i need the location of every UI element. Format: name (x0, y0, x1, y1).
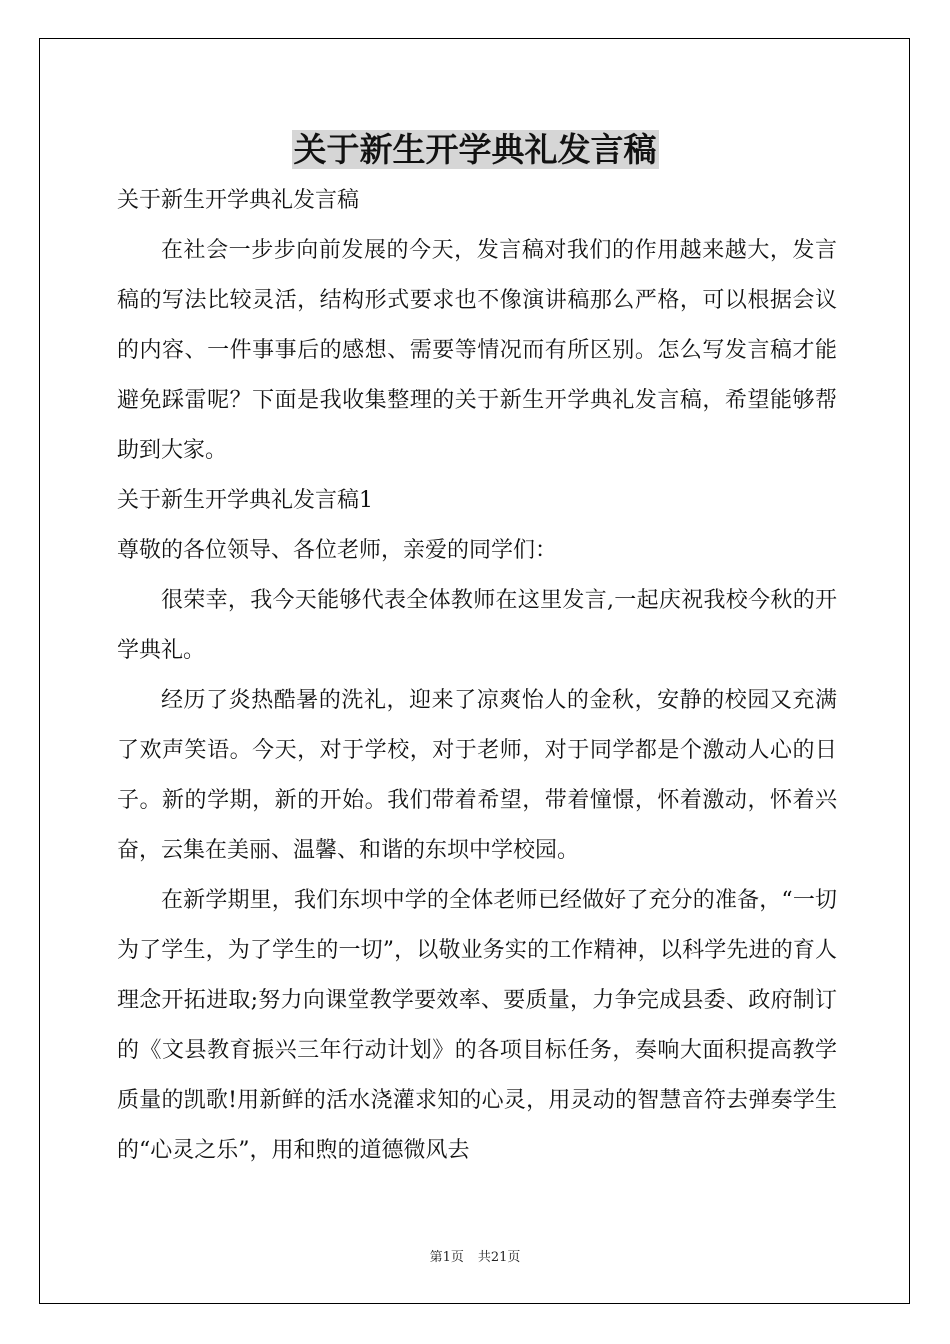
page-number: 第1页 (429, 1250, 464, 1265)
document-title (0, 128, 950, 172)
page-footer (0, 1250, 950, 1266)
body-paragraph: 很荣幸，我今天能够代表全体教师在这里发言,一起庆祝我校今秋的开学典礼。 (117, 588, 837, 663)
section-heading: 关于新生开学典礼发言稿 (117, 188, 360, 213)
page-count: 共21页 (477, 1250, 521, 1265)
speech-heading: 关于新生开学典礼发言稿1 (117, 488, 373, 513)
body-paragraph: 在新学期里，我们东坝中学的全体老师已经做好了充分的准备，“一切为了学生，为了学生的一切”，以敬业务实的工作精神，以科学先进的育人理念开拓进取;努力向课堂教学要效率、要质量，力争完成县委、政府制订的《文县教育振兴三年行动计划》的各项目标任务，奏响大面积提高教学质量的凯歌!用新鲜的活水浇灌求知的心灵，用灵动的智慧音符去弹奏学生的“心灵之乐”，用和煦的道德微风去 (117, 888, 837, 1163)
intro-paragraph: 在社会一步步向前发展的今天，发言稿对我们的作用越来越大，发言稿的写法比较灵活，结构形式要求也不像演讲稿那么严格，可以根据会议的内容、一件事事后的感想、需要等情况而有所区别。怎么写发言稿才能避免踩雷呢？下面是我收集整理的关于新生开学典礼发言稿，希望能够帮助到大家。 (117, 238, 837, 463)
document-title-text: 关于新生开学典礼发言稿 (293, 130, 657, 169)
body-paragraph: 经历了炎热酷暑的洗礼，迎来了凉爽怡人的金秋，安静的校园又充满了欢声笑语。今天，对于学校，对于老师，对于同学都是个激动人心的日子。新的学期，新的开始。我们带着希望，带着憧憬，怀着激动，怀着兴奋，云集在美丽、温馨、和谐的东坝中学校园。 (117, 688, 837, 863)
document-body (117, 176, 837, 1176)
salutation: 尊敬的各位领导、各位老师，亲爱的同学们： (117, 538, 558, 563)
